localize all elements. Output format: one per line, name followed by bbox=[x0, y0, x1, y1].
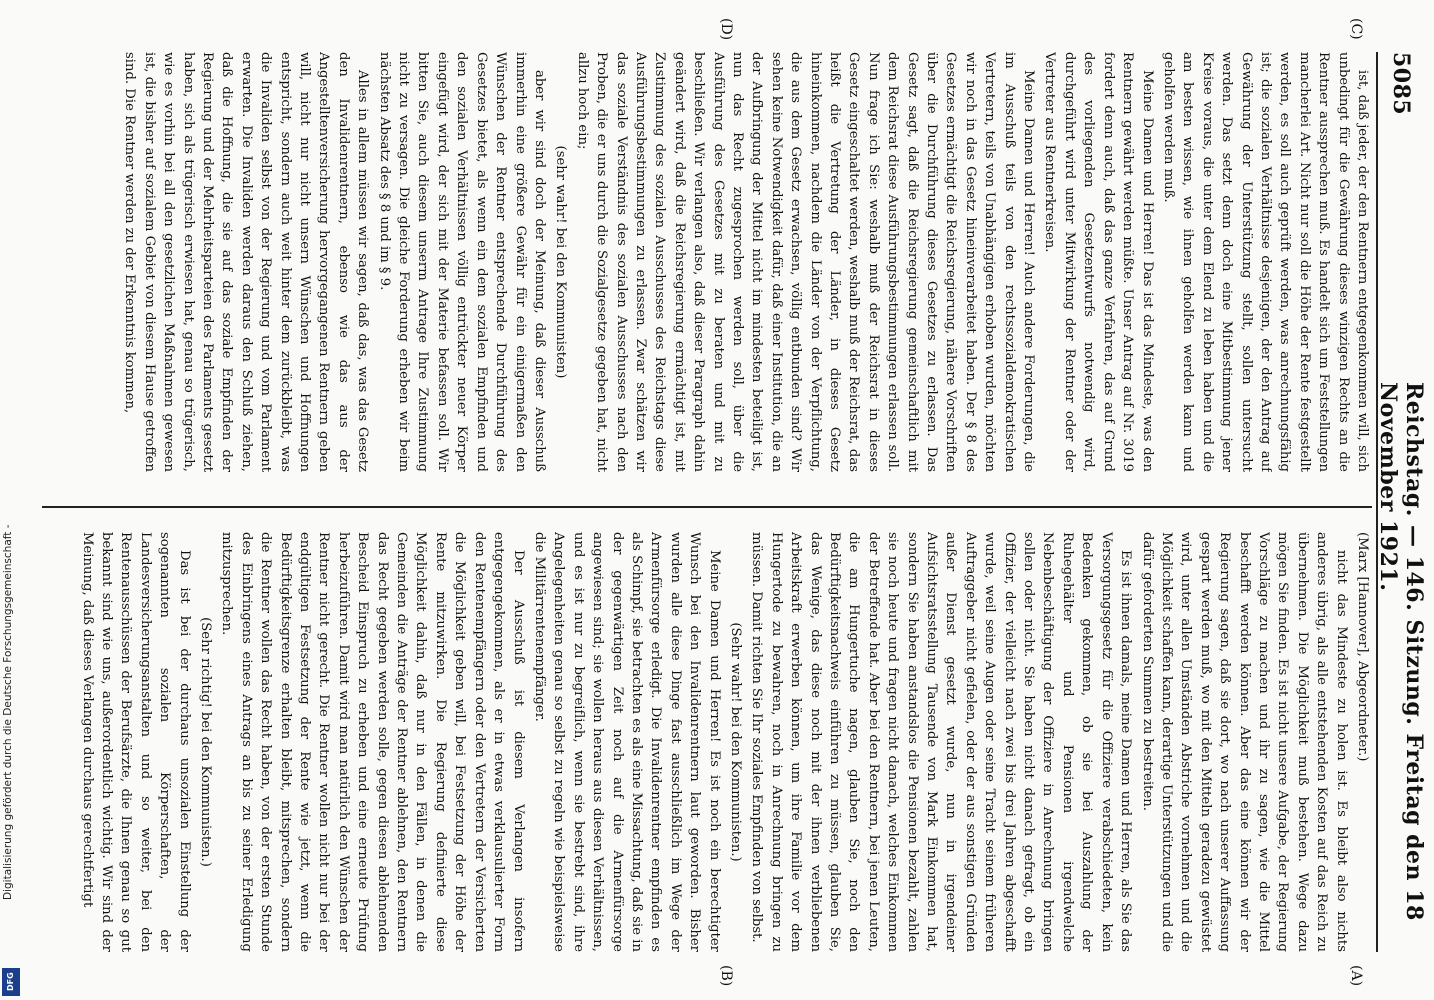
paragraph: aber wir sind doch der Meinung, daß dieser Ausschuß immerhin eine größere Gewähr für ein einigermaßen den Wünschen der Rentner entsprechende Durchführung des Gesetzes bietet, als wenn ein dem sozialen Empfinden und den sozialen Verhältnissen völlig entrückter neuer Körper eingefügt wird, der sich mit der Materie befassen soll. Wir bitten Sie, auch diesem unserm Antrage Ihre Zustimmung nicht zu versagen. Die gleiche Forderung erheben wir beim nächsten Absatz des § 8 und im § 9. bbox=[376, 52, 547, 472]
margin-marker-a: (A) bbox=[1348, 965, 1364, 987]
paragraph: Alles in allem müssen wir sagen, daß das, was das Gesetz den Invalidenrentnern, ebenso wie das aus der Angestelltenversicherung hervorgegangenen Rentnern geben will, nicht nur nicht unsern Wünschen und Hoffnungen entspricht, sondern auch weit hinter dem zurückbleibt, was die Invaliden selbst von der Regierung und vom Parlament erwarten. Die Invaliden werden daraus den Schluß ziehen, daß die Hoffnung, die sie auf das soziale Empfinden der Regierung und der Mehrheitsparteien des Parlaments gesetzt haben, sich als trügerisch erwiesen hat, genau so trügerisch, wie es vorhin bei all den gesetzlichen Maßnahmen gewesen ist, die bisher auf sozialem Gebiet von diesem Hause getroffen sind. Die Rentner werden zu der Erkenntnis kommen, bbox=[122, 52, 371, 472]
paragraph: Der Ausschuß ist diesem Verlangen insofern entgegengekommen, als er in etwas verklausulierter Form den Rentenempfängern oder den Vertretern der Versicherten die Möglichkeit geben will, bei Festsetzung der Höhe der Rente mitzuwirken. Die Regierung definierte diese Möglichkeit dahin, daß nur in den Fällen, in denen die Gemeinden die Anträge der Rentner ablehnen, den Rentnern das Recht gegeben werden solle, gegen diesen ablehnenden Bescheid Einspruch zu erheben und eine erneute Prüfung herbeizuführen. Damit wird man natürlich den Wünschen der Rentner nicht gerecht. Die Rentner wollen nicht nur bei der endgültigen Festsetzung der Rente wie jetzt, wenn die Bedürftigkeitsgrenze erhalten bleibt, mitsprechen, sondern die Rentner wollen das Recht haben, von der ersten Stunde des Einbringens eines Antrags an bis zu seiner Erledigung mitzusprechen. bbox=[219, 532, 526, 952]
margin-marker-b: (B) bbox=[718, 965, 734, 987]
paragraph: Meine Damen und Herren! Auch andere Forderungen, die im Ausschuß teils von den rechtssozialdemokratischen Vertretern, teils von Unabhängigen erhoben wurden, möchten wir noch in das Gesetz hineinverarbeitet haben. Der § 8 des Gesetzes ermächtigt die Reichsregierung, nähere Vorschriften über die Durchführung dieses Gesetzes zu erlassen. Das Gesetz sagt, daß die Reichsregierung gemeinschaftlich mit dem Reichsrat diese Ausführungsbestimmungen erlassen soll. Nun frage ich Sie: weshalb muß der Reichsrat in dieses Gesetz eingeschaltet werden, weshalb muß der Reichsrat, das heißt die Vertretung der Länder, in dieses Gesetz hineinkommen, nachdem die Länder von der Verpflichtung, die aus dem Gesetz erwachsen, völlig entbunden sind? Wir sehen keine Notwendigkeit dafür, daß einer Institution, die an der Aufbringung der Mittel nicht im mindesten beteiligt ist, nun das Recht zugesprochen werden soll, über die Ausführung des Gesetzes mit zu beraten und mit zu beschließen. Wir verlangen also, daß dieser Paragraph dahin geändert wird, daß die Reichsregierung ermächtigt ist, mit Zustimmung des sozialen Ausschusses des Reichstags diese Ausführungsbestimmungen zu erlassen. Zwar schätzen wir das soziale Verständnis des sozialen Ausschusses nach den Proben, die er uns durch die Sozialgesetze gegeben hat, nicht allzu hoch ein; bbox=[574, 52, 1037, 472]
paragraph: ist, daß jeder, der den Rentnern entgegenkommen will, sich unbedingt für die Gewährung dieses winzigen Rechts an die Rentner aussprechen muß. Es handelt sich um Feststellungen mancherlei Art. Nicht nur soll die Höhe der Rente festgestellt werden, es soll auch geprüft werden, was anrechnungsfähig ist; die sozialen Verhältnisse desjenigen, der den Antrag auf Gewährung der Unterstützung stellt, sollen untersucht werden. Das setzt denn doch eine Mitbestimmung jener Kreise voraus, die unter dem Elend zu leben haben und die am besten wissen, wie ihnen geholfen werden kann und geholfen werden muß. bbox=[1160, 52, 1370, 472]
paragraph: Es ist ihnen damals, meine Damen und Herren, als Sie das Versorgungsgesetz für die Offiziere verabschiedeten, kein Bedenken gekommen, ob sie bei Auszahlung der Ruhegehälter und Pensionen irgendwelche Nebenbeschäftigung der Offiziere in Anrechnung bringen sollen oder nicht. Sie haben nicht danach gefragt, ob ein Offizier, der vielleicht nach zwei bis drei Jahren abgeschafft wurde, weil seine Augen oder seine Tracht seinem früheren Auftraggeber nicht gefielen, oder der aus sonstigen Gründen außer Dienst gesetzt wurde, nun in irgendeiner Aufsichtsratsstellung Tausende von Mark Einkommen hat, sondern Sie haben anstandslos die Pensionen bezahlt, zahlen sie noch heute und fragen nicht danach, welches Einkommen der Betreffende hat. Aber bei den Rentnern, bei jenen Leuten, die am Hungertuche nagen, glauben Sie, noch den Bedürftigkeitsnachweis einführen zu müssen, glauben Sie, das Wenige, das diese noch mit der ihnen verbliebenen Arbeitskraft erwerben können, um ihre Familie vor dem Hungertode zu bewahren, noch in Anrechnung bringen zu müssen. Damit richten Sie Ihr soziales Empfinden von selbst. bbox=[749, 532, 1134, 952]
paragraph: Meine Damen und Herren! Das ist das Mindeste, was den Rentnern gewährt werden müßte. Unser Antrag auf Nr. 3019 fordert denn auch, daß das ganze Verfahren, das auf Grund des vorliegenden Gesetzentwurfs notwendig wird, durchgeführt wird unter Mitwirkung der Rentner oder der Vertreter aus Rentnerkreisen. bbox=[1042, 52, 1155, 472]
paragraph: Meine Damen und Herren! Es ist noch ein berechtigter Wunsch bei den Invalidenrentnern laut geworden. Bisher wurden alle diese Dinge fast ausschließlich im Wege der Armenfürsorge erledigt. Die Invalidenrentner empfinden es als Schimpf, sie betrachten es als eine Missachtung, daß sie in der gegenwärtigen Zeit noch auf die Armenfürsorge angewiesen sind; sie wollen heraus aus diesen Verhältnissen, und es ist nur zu begreiflich, wenn sie bestrebt sind, ihre Angelegenheiten genau so selbst zu regeln wie beispielsweise die Militärrentenempfänger. bbox=[531, 532, 722, 952]
interjection: (sehr wahr! bei den Kommunisten) bbox=[553, 145, 569, 379]
dfg-logo-text: DFG bbox=[6, 972, 15, 991]
paragraph: nicht das Mindeste zu holen ist. Es bleibt also nichts anderes übrig, als alle entstehenden Kosten auf das Reich zu übernehmen. Die Möglichkeit muß bestehen. Wege dazu mögen Sie finden. Es ist nicht unsere Aufgabe, der Regierung Vorschläge zu machen und ihr zu sagen, wie die Mittel beschafft werden können. Aber das eine können wir der Regierung sagen, daß sie dort, wo nach unserer Auffassung gespart werden muß, wo mit den Mitteln geradezu gewüstet wird, unter allen Umständen Abstriche vornehmen und die Möglichkeit schaffen kann, derartige Unterstützungen und die dafür geforderten Summen zu bestreiten. bbox=[1139, 532, 1349, 952]
dfg-credit-text: Digitalisierung gefördert durch die Deutsche Forschungsgemeinschaft - bbox=[2, 524, 14, 900]
margin-marker-c: (C) bbox=[1348, 18, 1364, 40]
column-divider bbox=[42, 506, 1372, 508]
page-number: 5085 bbox=[1388, 52, 1414, 116]
page-title: Reichstag. — 146. Sitzung. Freitag den 18 November 1921. bbox=[1375, 382, 1427, 921]
interjection: (Sehr richtig! bei den Kommunisten.) bbox=[198, 617, 214, 867]
text-column-right bbox=[42, 52, 1372, 472]
margin-marker-d: (D) bbox=[718, 18, 734, 41]
interjection: (Sehr wahr! bei den Kommunisten.) bbox=[728, 622, 743, 862]
header-rule bbox=[1376, 52, 1378, 952]
text-column-left bbox=[42, 532, 1372, 952]
speaker-line: (Marx [Hannover], Abgeordneter.) bbox=[1355, 532, 1370, 762]
paragraph: Das ist bei der durchaus unsozialen Einstellung der sogenannten sozialen Körperschaften, der Landesversicherungsanstalten und so weiter, bei den Rentenausschüssen der Berufsärzte, die Ihnen genau so gut bekannt sind wie uns, außerordentlich wichtig. Wir sind der Meinung, daß dieses Verlangen durchaus gerechtfertigt bbox=[79, 532, 192, 952]
page-header bbox=[1375, 52, 1427, 952]
